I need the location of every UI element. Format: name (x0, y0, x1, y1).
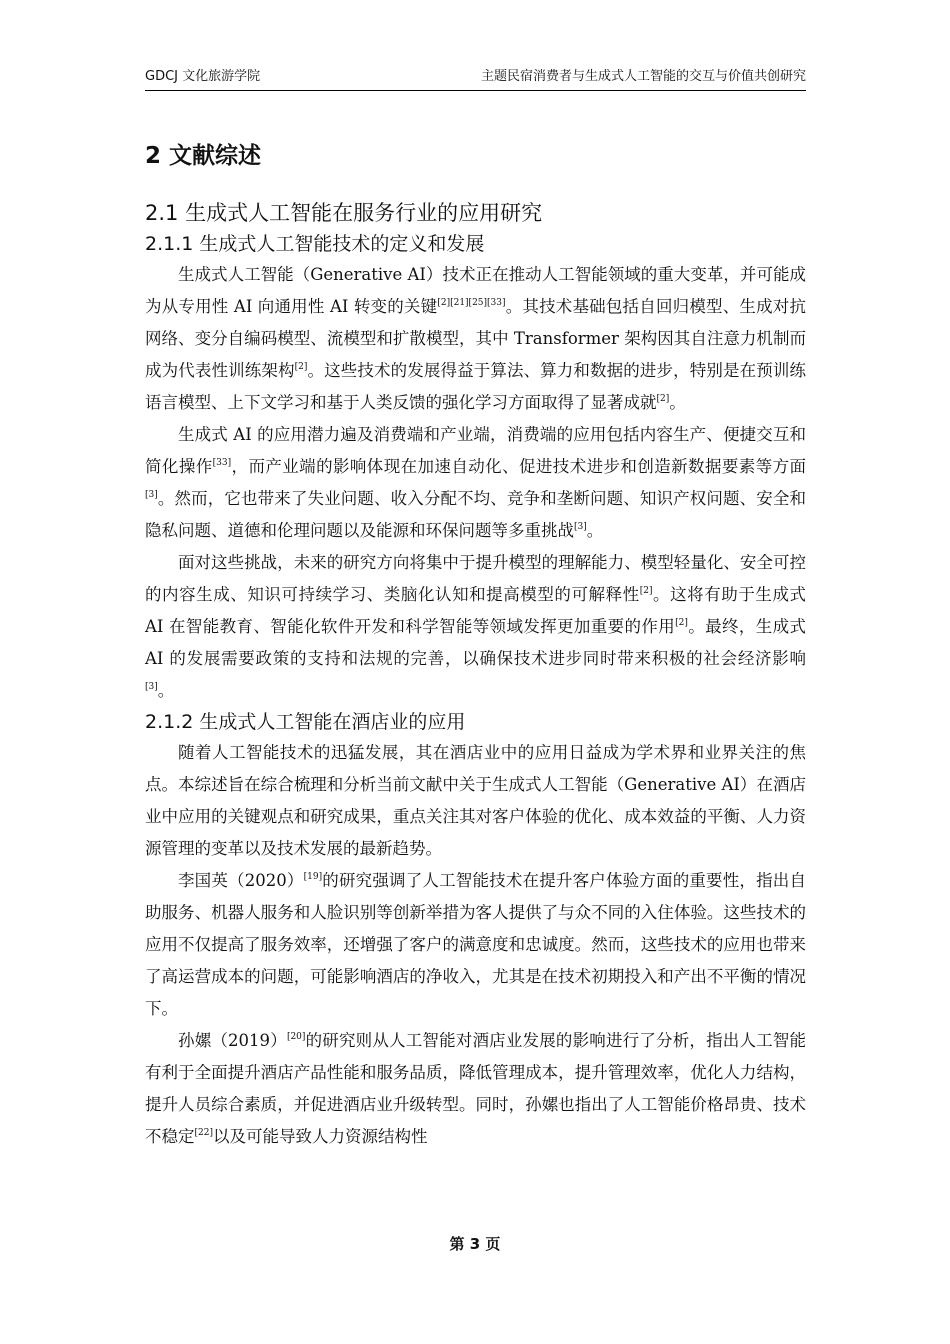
citation[interactable]: [33] (212, 458, 232, 468)
subsection-title-2-1-1: 2.1.1 生成式人工智能技术的定义和发展 (145, 233, 485, 255)
citation[interactable]: [2] (675, 618, 688, 628)
citation[interactable]: [3] (574, 522, 587, 532)
chapter-title: 2 文献综述 (145, 143, 262, 169)
paragraph: 孙嫘（2019）[20]的研究则从人工智能对酒店业发展的影响进行了分析，指出人工智能有利于全面提升酒店产品性能和服务品质，降低管理成本，提升管理效率，优化人力结构，提升人员综合素质，并促进酒店业升级转型。同时，孙嫘也指出了人工智能价格昂贵、技术不稳定[22]以及可能导致人力资源结构性 (145, 1031, 807, 1146)
citation[interactable]: [19] (303, 872, 323, 882)
page-header (145, 66, 806, 91)
paragraph: 生成式人工智能（Generative AI）技术正在推动人工智能领域的重大变革，并可能成为从专用性 AI 向通用性 AI 转变的关键[2][21][25][33]。其技术基础包括自回归模型、生成对抗网络、变分自编码模型、流模型和扩散模型，其中 Transformer 架构因其自注意力机制而成为代表性训练架构[2]。这些技术的发展得益于算法、算力和数据的进步，特别是在预训练语言模型、上下文学习和基于人类反馈的强化学习方面取得了显著成就[2]。 (145, 265, 807, 412)
page-body (145, 135, 806, 1153)
paragraph: 随着人工智能技术的迅猛发展，其在酒店业中的应用日益成为学术界和业界关注的焦点。本综述旨在综合梳理和分析当前文献中关于生成式人工智能（Generative AI）在酒店业中应用的关键观点和研究成果，重点关注其对客户体验的优化、成本效益的平衡、人力资源管理的变革以及技术发展的最新趋势。 (145, 743, 806, 858)
citation[interactable]: [2] (639, 586, 653, 596)
citation[interactable]: [22] (194, 1128, 213, 1138)
citation[interactable]: [3] (145, 682, 158, 692)
citation[interactable]: [2] (656, 394, 670, 404)
subsection-title-2-1-2: 2.1.2 生成式人工智能在酒店业的应用 (145, 711, 466, 733)
page-number: 第 3 页 (449, 1235, 501, 1253)
section-title: 2.1 生成式人工智能在服务行业的应用研究 (145, 201, 543, 225)
citation[interactable]: [2][21][25][33] (437, 298, 506, 308)
paragraph: 李国英（2020）[19]的研究强调了人工智能技术在提升客户体验方面的重要性，指出自助服务、机器人服务和人脸识别等创新举措为客人提供了与众不同的入住体验。这些技术的应用不仅提高了服务效率，还增强了客户的满意度和忠诚度。然而，这些技术的应用也带来了高运营成本的问题，可能影响酒店的净收入，尤其是在技术初期投入和产出不平衡的情况下。 (145, 871, 806, 1018)
header-institution: GDCJ 文化旅游学院 (145, 69, 261, 84)
citation[interactable]: [3] (145, 490, 158, 500)
paragraph: 生成式 AI 的应用潜力遍及消费端和产业端，消费端的应用包括内容生产、便捷交互和简化操作[33]，而产业端的影响体现在加速自动化、促进技术进步和创造新数据要素等方面[3]。然而，它也带来了失业问题、收入分配不均、竞争和垄断问题、知识产权问题、安全和隐私问题、道德和伦理问题以及能源和环保问题等多重挑战[3]。 (145, 425, 807, 540)
citation[interactable]: [2] (294, 362, 308, 372)
citation[interactable]: [20] (286, 1032, 306, 1042)
header-thesis-title: 主题民宿消费者与生成式人工智能的交互与价值共创研究 (480, 69, 806, 84)
paragraph: 面对这些挑战，未来的研究方向将集中于提升模型的理解能力、模型轻量化、安全可控的内容生成、知识可持续学习、类脑化认知和提高模型的可解释性[2]。这将有助于生成式 AI 在智能教育、智能化软件开发和科学智能等领域发挥更加重要的作用[2]。最终，生成式 AI 的发展需要政策的支持和法规的完善，以确保技术进步同时带来积极的社会经济影响[3]。 (145, 553, 807, 700)
